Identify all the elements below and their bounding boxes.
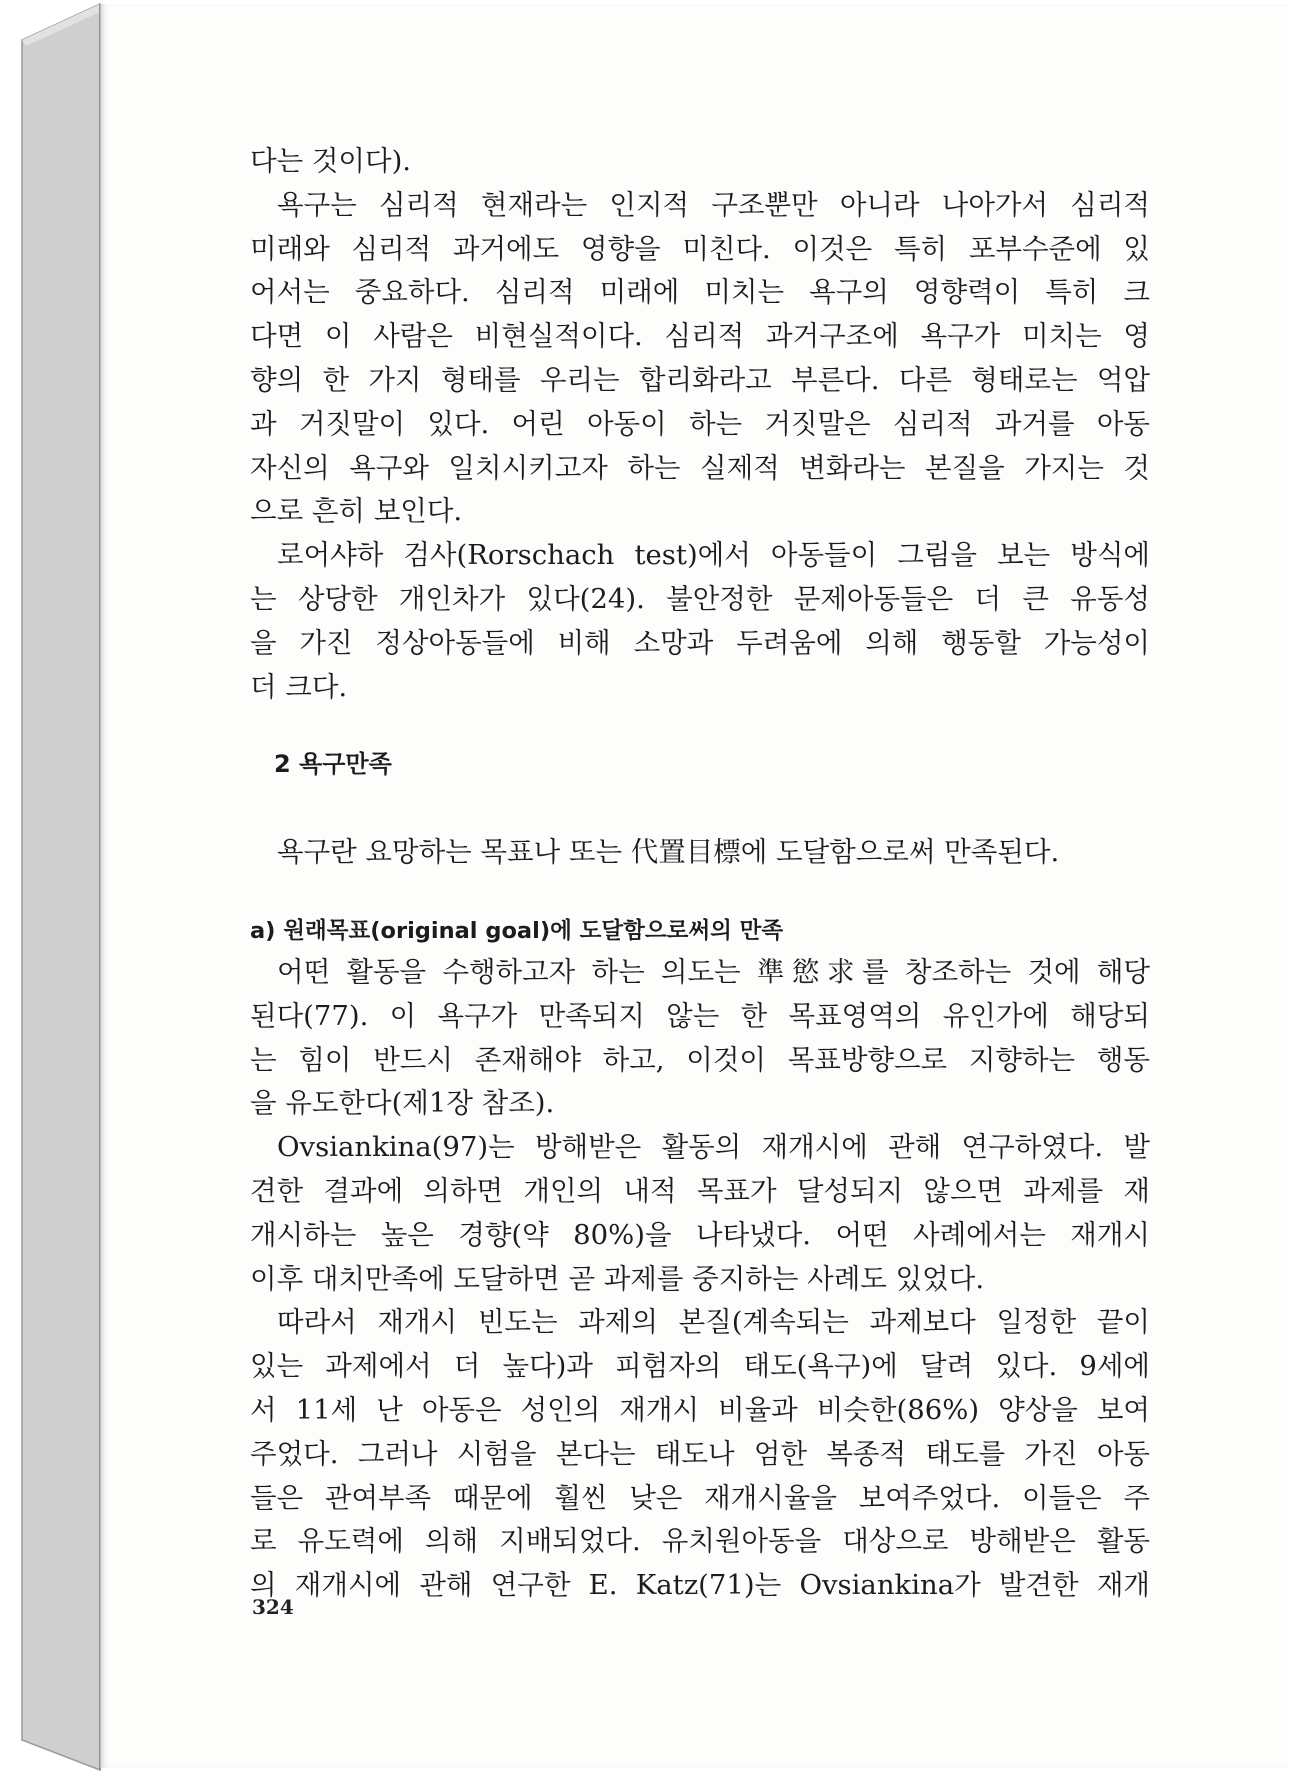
- text-line: 개시하는 높은 경향(약 80%)을 나타냈다. 어떤 사례에서는 재개시: [250, 1218, 1150, 1251]
- text-line: 이후 대치만족에 도달하면 곧 과제를 중지하는 사례도 있었다.: [250, 1262, 985, 1295]
- text-line: 더 크다.: [250, 670, 348, 703]
- text-line: 는 힘이 반드시 존재해야 하고, 이것이 목표방향으로 지향하는 행동: [250, 1043, 1150, 1076]
- text-line: 따라서 재개시 빈도는 과제의 본질(계속되는 과제보다 일정한 끝이: [277, 1306, 1150, 1339]
- paragraph: [250, 140, 1150, 184]
- text-line: 견한 결과에 의하면 개인의 내적 목표가 달성되지 않으면 과제를 재: [250, 1174, 1150, 1207]
- section-intro: [250, 831, 1150, 875]
- text-line: Ovsiankina(97)는 방해받은 활동의 재개시에 관해 연구하였다. 발: [277, 1131, 1150, 1164]
- text-line: 로어샤하 검사(Rorschach test)에서 아동들이 그림을 보는 방식에: [277, 539, 1150, 572]
- text-line: 욕구란 요망하는 목표나 또는 代置目標에 도달함으로써 만족된다.: [277, 836, 1060, 869]
- text-line: 들은 관여부족 때문에 훨씬 낮은 재개시율을 보여주었다. 이들은 주: [250, 1481, 1150, 1514]
- paragraph: [250, 1126, 1150, 1301]
- text-line: 을 유도한다(제1장 참조).: [250, 1087, 555, 1120]
- text-line: 과 거짓말이 있다. 어린 아동이 하는 거짓말은 심리적 과거를 아동: [250, 407, 1150, 440]
- page-number: 324: [252, 1595, 294, 1619]
- text-line: 다는 것이다).: [250, 145, 412, 177]
- text-line: 어떤 활동을 수행하고자 하는 의도는 準慾求를 창조하는 것에 해당: [277, 955, 1150, 988]
- paragraph: [250, 534, 1150, 709]
- text-line: 향의 한 가지 형태를 우리는 합리화라고 부른다. 다른 형태로는 억압: [250, 363, 1150, 396]
- text-line: 주었다. 그러나 시험을 본다는 태도나 엄한 복종적 태도를 가진 아동: [250, 1437, 1150, 1470]
- text-line: 을 가진 정상아동들에 비해 소망과 두려움에 의해 행동할 가능성이: [250, 626, 1150, 659]
- text-line: 자신의 욕구와 일치시키고자 하는 실제적 변화라는 본질을 가지는 것: [250, 451, 1150, 484]
- text-line: 로 유도력에 의해 지배되었다. 유치원아동을 대상으로 방해받은 활동: [250, 1525, 1150, 1558]
- text-line: 서 11세 난 아동은 성인의 재개시 비율과 비슷한(86%) 양상을 보여: [250, 1393, 1150, 1426]
- text-line: 의 재개시에 관해 연구한 E. Katz(71)는 Ovsiankina가 발견한 재개: [250, 1569, 1150, 1602]
- text-line: 욕구는 심리적 현재라는 인지적 구조뿐만 아니라 나아가서 심리적: [277, 188, 1150, 221]
- subsection-heading: a) 원래목표(original goal)에 도달함으로써의 만족: [250, 917, 784, 944]
- text-line: 된다(77). 이 욕구가 만족되지 않는 한 목표영역의 유인가에 해당되: [250, 999, 1150, 1032]
- paragraph: [250, 951, 1150, 1126]
- text-line: 미래와 심리적 과거에도 영향을 미친다. 이것은 특히 포부수준에 있: [250, 232, 1150, 265]
- paragraph: [250, 184, 1150, 534]
- paragraph: [250, 1301, 1150, 1608]
- text-line: 으로 흔히 보인다.: [250, 495, 463, 528]
- text-line: 다면 이 사람은 비현실적이다. 심리적 과거구조에 욕구가 미치는 영: [250, 320, 1150, 353]
- section-heading: 2 욕구만족: [274, 750, 392, 779]
- body-text: [250, 140, 1150, 1608]
- text-line: 는 상당한 개인차가 있다(24). 불안정한 문제아동들은 더 큰 유동성: [250, 582, 1150, 615]
- text-line: 어서는 중요하다. 심리적 미래에 미치는 욕구의 영향력이 특히 크: [250, 276, 1150, 309]
- text-line: 있는 과제에서 더 높다)과 피험자의 태도(욕구)에 달려 있다. 9세에: [250, 1350, 1150, 1383]
